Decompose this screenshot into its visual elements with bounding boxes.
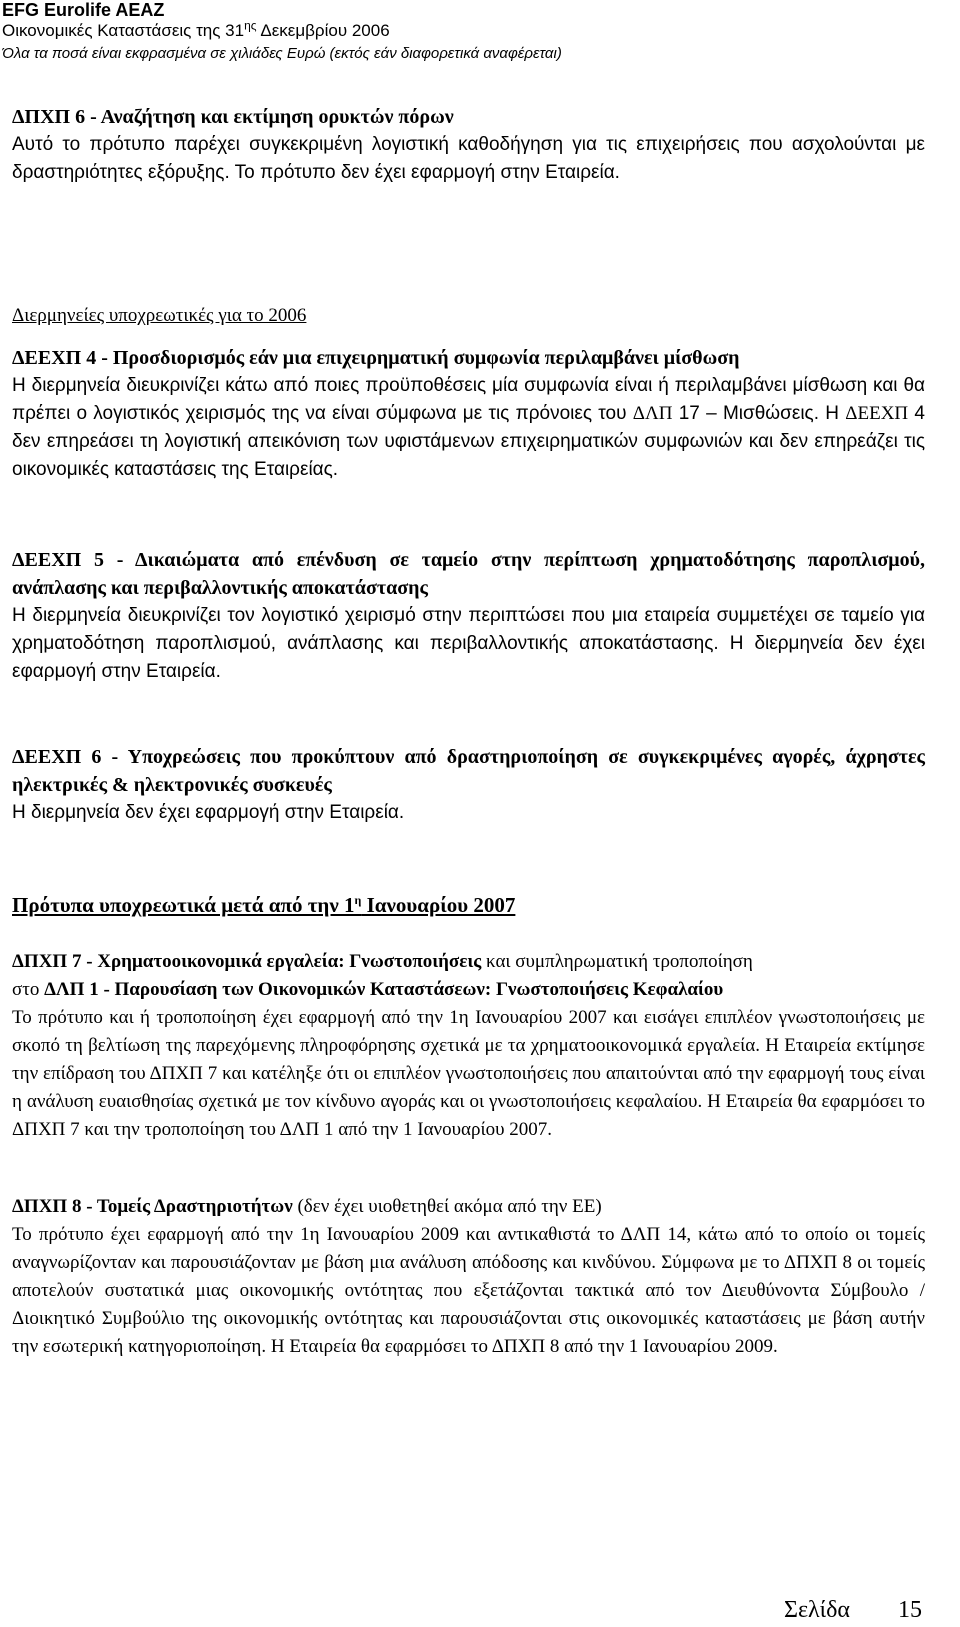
subheading: Διερμηνείες υποχρεωτικές για το 2006 [12,305,307,326]
section-dpxp6 [12,103,925,187]
section-deexp5 [12,546,925,686]
section-heading: ΔΠΧΠ 8 - Τομείς Δραστηριοτήτων (δεν έχει υιοθετηθεί ακόμα από την ΕΕ) [12,1196,602,1217]
section-body: Η διερμηνεία διευκρινίζει κάτω από ποιες προϋποθέσεις μία συμφωνία είναι ή περιλαμβάνει μίσθωση και θα πρέπει ο λογιστικός χειρισμός της να είναι σύμφωνα με τις πρόνοιες του ΔΛΠ 17 – Μισθώσεις. Η ΔΕΕΧΠ 4 δεν επηρεάσει τη λογιστική απεικόνιση των υφιστάμενων επιχειρηματικών συμφωνιών και δεν επηρεάζει τις οικονομικές καταστάσεις της Εταιρείας. [12,375,925,480]
section-heading: ΔΕΕΧΠ 6 - Υποχρεώσεις που προκύπτουν από δραστηριοποίηση σε συγκεκριμένες αγορές, άχρηστες ηλεκτρικές & ηλεκτρονικές συσκευές [12,746,925,796]
section-heading: ΔΕΕΧΠ 4 - Προσδιορισμός εάν μια επιχειρηματική συμφωνία περιλαμβάνει μίσθωση [12,347,740,369]
currency-note: Όλα τα ποσά είναι εκφρασμένα σε χιλιάδες Ευρώ (εκτός εάν διαφορετικά αναφέρεται) [2,45,562,62]
page-footer [784,1597,922,1624]
section-heading: ΔΠΧΠ 7 - Χρηματοοικονομικά εργαλεία: Γνωστοποιήσεις και συμπληρωματική τροποποίηση [12,951,753,972]
section-body: Το πρότυπο και ή τροποποίηση έχει εφαρμογή από την 1η Ιανουαρίου 2007 και εισάγει επιπλέον γνωστοποιήσεις με σκοπό τη βελτίωση της παρεχόμενης πληροφόρησης σχετικά με τα χρηματοοικονομικά εργαλεία. Η Εταιρεία εκτίμησε την επίδραση του ΔΠΧΠ 7 και κατέληξε ότι οι επιπλέον γνωστοποιήσεις που απαιτούνται από την εφαρμογή τους είναι η ανάλυση ευαισθησίας σχετικά με τον κίνδυνο αγοράς και οι γνωστοποιήσεις κεφαλαίου. Η Εταιρεία θα εφαρμόσει το ΔΠΧΠ 7 και την τροποποίηση του ΔΛΠ 1 από την 1 Ιανουαρίου 2007. [12,1007,925,1140]
standards-2007-heading [12,891,925,919]
section-body: Η διερμηνεία διευκρινίζει τον λογιστικό χειρισμό στην περιπτώσει που μια εταιρεία συμμετέχει σε ταμείο για χρηματοδότηση παροπλισμού, ανάπλασης και περιβαλλοντικής αποκατάστασης. Η διερμηνεία δεν έχει εφαρμογή στην Εταιρεία. [12,605,925,682]
section-dpxp8 [12,1193,925,1361]
subheading: Πρότυπα υποχρεωτικά μετά από την $1^\eta$ Ιανουαρίου 2007 [12,893,516,917]
section-body: Η διερμηνεία δεν έχει εφαρμογή στην Εταιρεία. [12,802,405,823]
section-heading: ΔΠΧΠ 6 - Αναζήτηση και εκτίμηση ορυκτών πόρων [12,106,454,128]
section-interpretations-2006 [12,302,925,484]
company-name: EFG Eurolife AEAZ [2,0,165,20]
page-number: 15 [898,1597,922,1623]
section-heading: ΔΕΕΧΠ 5 - Δικαιώματα από επένδυση σε ταμείο στην περίπτωση χρηματοδότησης παροπλισμού, ανάπλασης και περιβαλλοντικής αποκατάστασης [12,549,925,599]
section-body: Το πρότυπο έχει εφαρμογή από την 1η Ιανουαρίου 2009 και αντικαθιστά το ΔΛΠ 14, κάτω από το οποίο οι τομείς αναγνωρίζονταν και παρουσιάζονταν με βάση μια ανάλυση απόδοσης και κινδύνου. Σύμφωνα με το ΔΠΧΠ 8 οι τομείς αποτελούν συστατικά μιας οικονομικής οντότητας που εξετάζονται τακτικά από τον Διευθύνοντα Σύμβουλο / Διοικητικό Συμβούλιο της οικονομικής οντότητας και παρουσιάζονται στις οικονομικές καταστάσεις με βάση αυτήν την εσωτερική κατηγοριοποίηση. Η Εταιρεία θα εφαρμόσει το ΔΠΧΠ 8 από την 1 Ιανουαρίου 2009. [12,1224,925,1357]
report-title: Οικονομικές Καταστάσεις της $31^{\eta\varsigma}$ Δεκεμβρίου 2006 [2,18,390,40]
page-label: Σελίδα [783,1597,850,1623]
section-heading-line-2: στο ΔΛΠ 1 - Παρουσίαση των Οικονομικών Καταστάσεων: Γνωστοποιήσεις Κεφαλαίου [12,979,724,1000]
section-dpxp7 [12,948,925,1144]
section-deexp6 [12,743,925,827]
section-body: Αυτό το πρότυπο παρέχει συγκεκριμένη λογιστική καθοδήγηση για τις επιχειρήσεις που ασχολούνται με δραστηριότητες εξόρυξης. Το πρότυπο δεν έχει εφαρμογή στην Εταιρεία. [12,134,925,183]
